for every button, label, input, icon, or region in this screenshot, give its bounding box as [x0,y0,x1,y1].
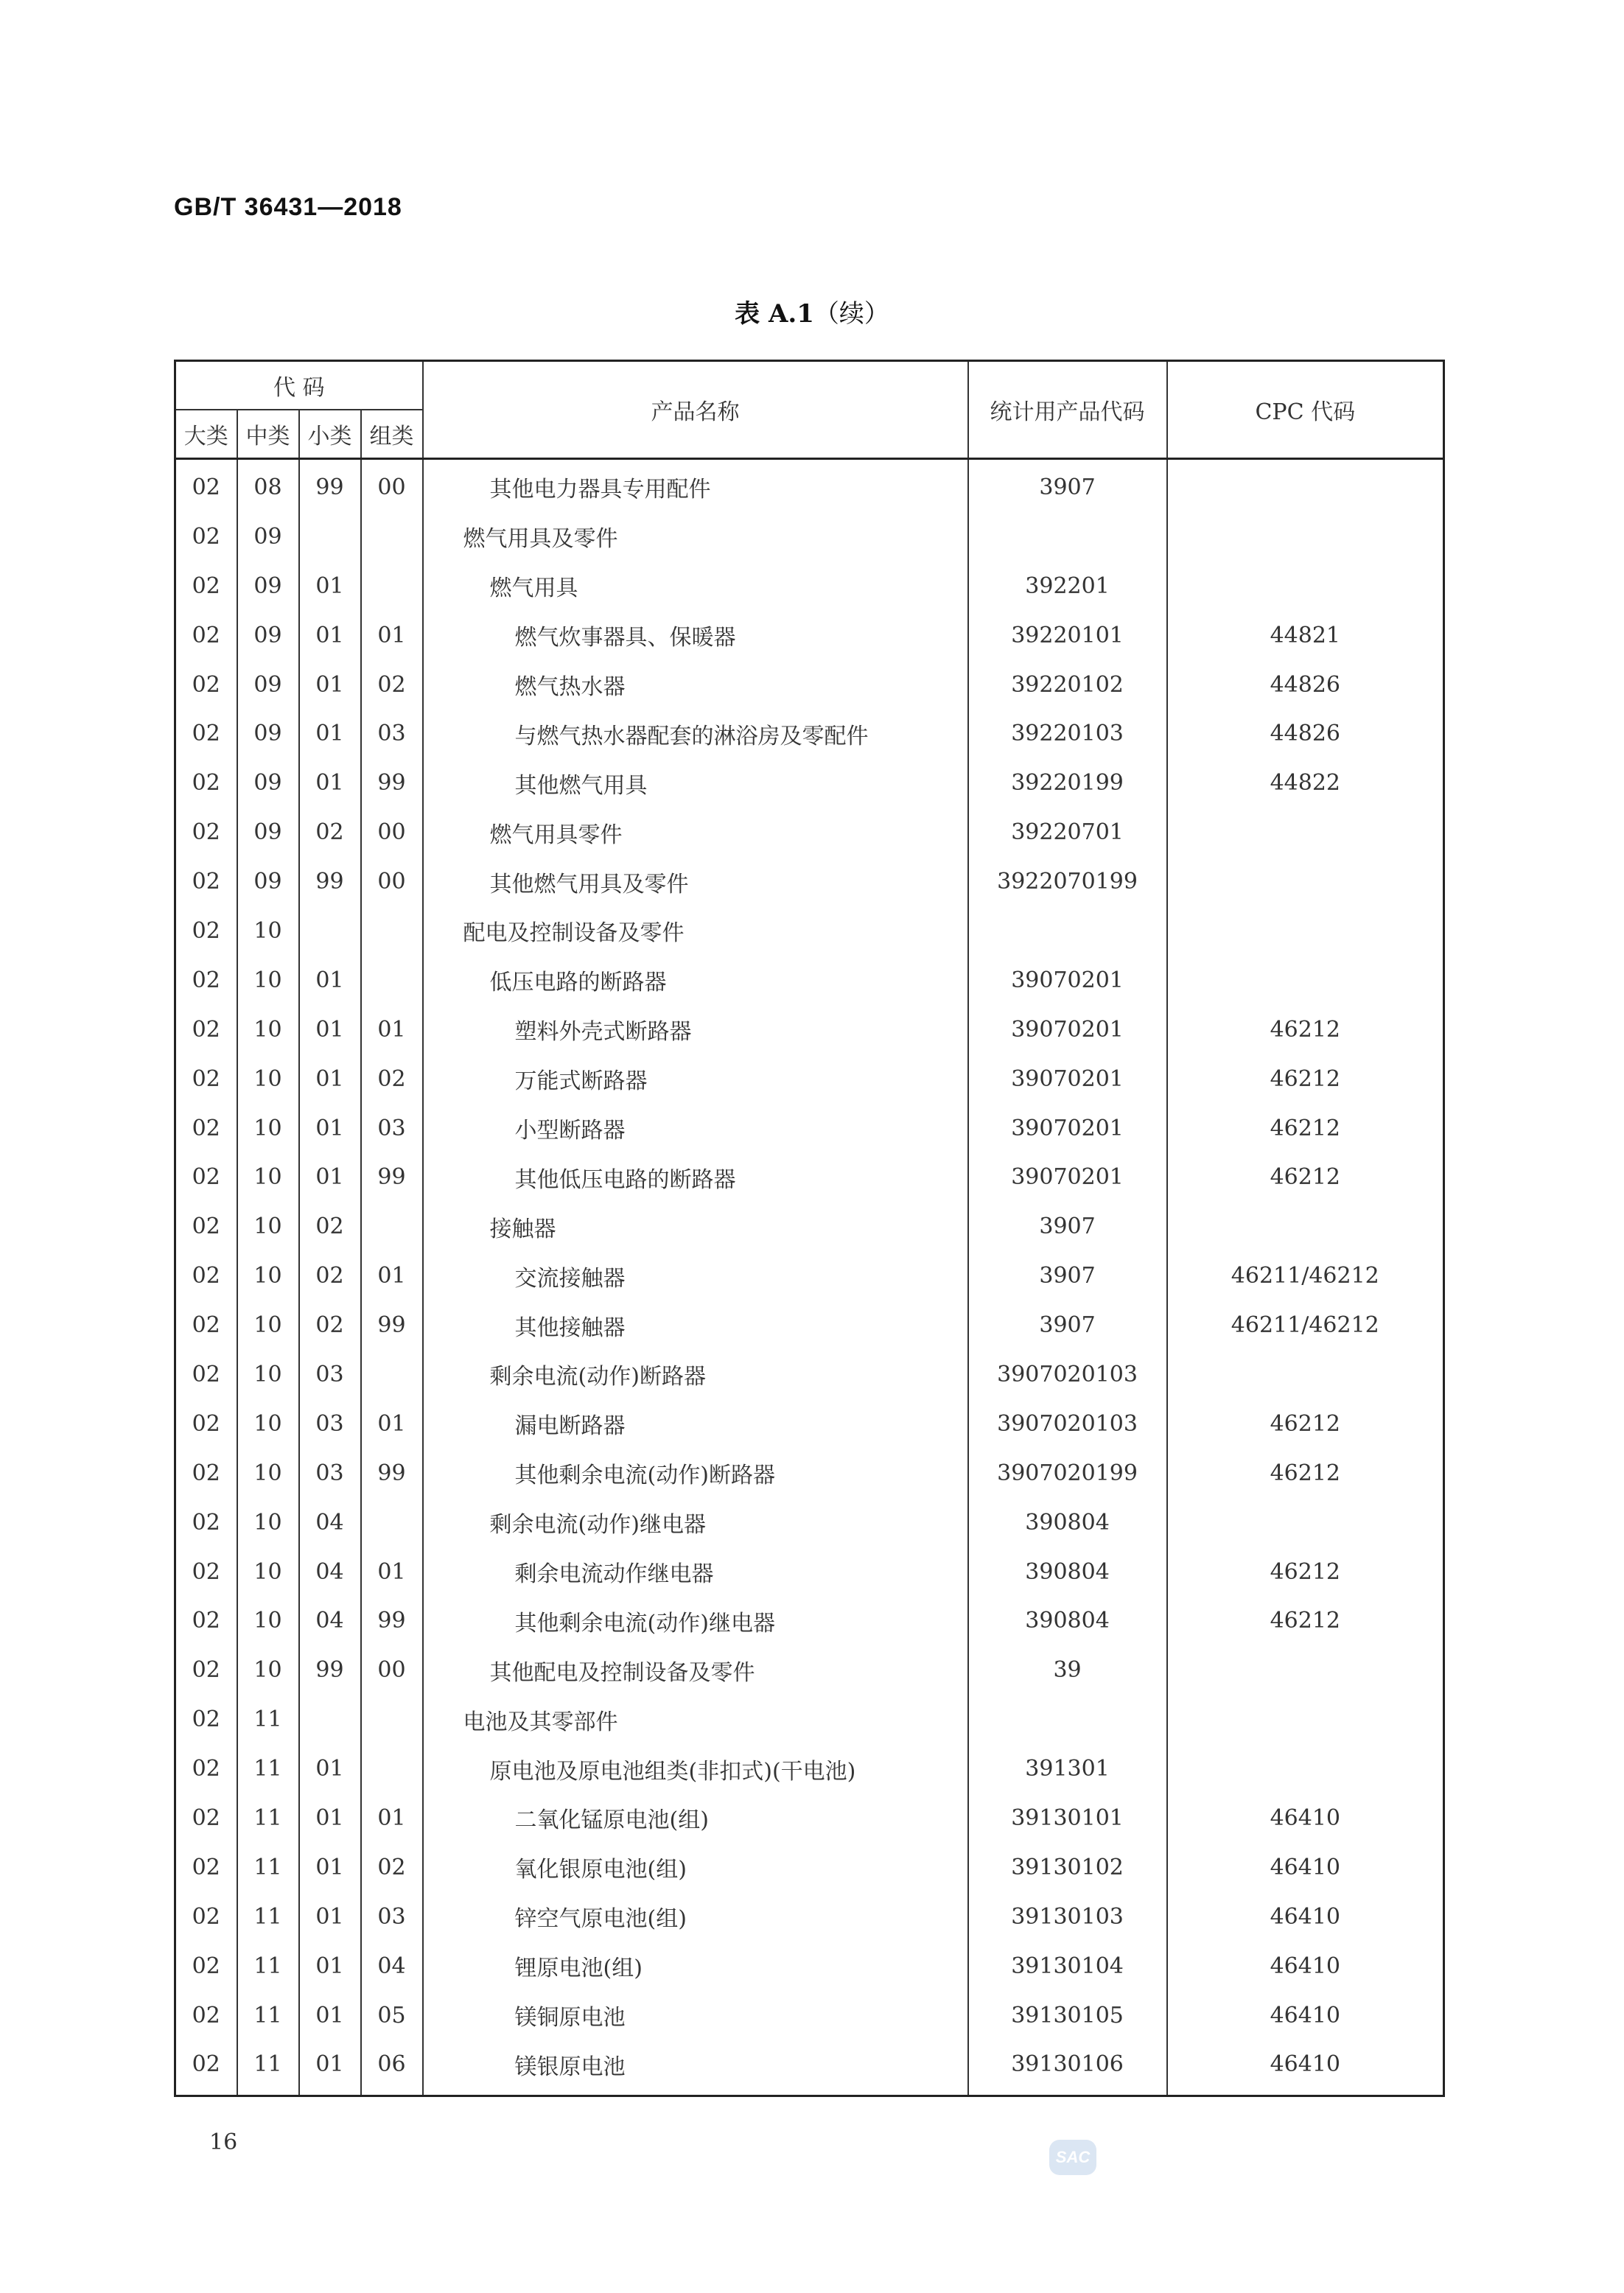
header-middle: 中类 [237,410,299,459]
cell-cpc-code: 46211/46212 [1167,1251,1444,1300]
table-row [175,758,1444,808]
cell-group: 03 [361,709,423,758]
cell-major: 02 [175,1695,237,1744]
cell-major: 02 [175,1399,237,1449]
cell-group [361,512,423,561]
cell-product-name: 其他剩余电流(动作)断路器 [423,1449,968,1498]
cell-minor: 04 [299,1498,361,1547]
cell-cpc-code: 46212 [1167,1054,1444,1104]
cell-cpc-code [1167,906,1444,956]
cell-cpc-code [1167,1744,1444,1793]
cell-stat-code: 3922070199 [968,857,1167,906]
cell-major: 02 [175,1054,237,1104]
cell-product-name: 镁铜原电池 [423,1991,968,2040]
sac-logo: SAC [1049,2140,1096,2175]
table-title-label: 表 A.1 [735,299,814,329]
cell-product-name: 二氧化锰原电池(组) [423,1793,968,1843]
cell-stat-code: 3907 [968,1300,1167,1350]
table-row [175,1547,1444,1597]
cell-cpc-code: 46410 [1167,2040,1444,2096]
cell-major: 02 [175,1596,237,1645]
cell-major: 02 [175,1005,237,1054]
cell-product-name: 小型断路器 [423,1104,968,1153]
cell-product-name: 接触器 [423,1202,968,1251]
cell-cpc-code [1167,857,1444,906]
cell-cpc-code [1167,459,1444,512]
table-row [175,1596,1444,1645]
cell-minor [299,512,361,561]
cell-cpc-code [1167,808,1444,857]
cell-stat-code: 390804 [968,1596,1167,1645]
cell-group: 00 [361,808,423,857]
cell-cpc-code: 44826 [1167,709,1444,758]
cell-middle: 10 [237,1596,299,1645]
cell-product-name: 其他剩余电流(动作)继电器 [423,1596,968,1645]
cell-minor: 01 [299,1152,361,1202]
cell-middle: 10 [237,1449,299,1498]
cell-product-name: 配电及控制设备及零件 [423,906,968,956]
cell-group [361,561,423,611]
header-code: 代 码 [175,361,423,410]
cell-cpc-code [1167,1350,1444,1399]
cell-cpc-code: 46410 [1167,1991,1444,2040]
cell-minor: 04 [299,1547,361,1597]
cell-product-name: 锂原电池(组) [423,1942,968,1991]
cell-middle: 10 [237,1005,299,1054]
cell-group: 03 [361,1892,423,1942]
cell-stat-code: 39220103 [968,709,1167,758]
cell-major: 02 [175,561,237,611]
classification-table [174,360,1445,2097]
cell-product-name: 剩余电流动作继电器 [423,1547,968,1597]
cell-stat-code: 39130105 [968,1991,1167,2040]
cell-stat-code: 39130106 [968,2040,1167,2096]
table-row [175,660,1444,710]
cell-middle: 10 [237,1104,299,1153]
cell-minor: 03 [299,1449,361,1498]
cell-stat-code: 392201 [968,561,1167,611]
cell-minor: 01 [299,561,361,611]
cell-cpc-code [1167,1695,1444,1744]
cell-minor: 02 [299,1300,361,1350]
cell-major: 02 [175,1449,237,1498]
cell-minor [299,906,361,956]
cell-product-name: 万能式断路器 [423,1054,968,1104]
cell-group: 00 [361,1645,423,1695]
cell-group: 01 [361,1547,423,1597]
cell-minor: 04 [299,1596,361,1645]
cell-group: 02 [361,1054,423,1104]
cell-major: 02 [175,1202,237,1251]
cell-product-name: 燃气热水器 [423,660,968,710]
table-row [175,611,1444,660]
table-row [175,857,1444,906]
header-major: 大类 [175,410,237,459]
cell-stat-code: 3907 [968,459,1167,512]
cell-minor: 01 [299,2040,361,2096]
table-row [175,1498,1444,1547]
cell-major: 02 [175,709,237,758]
cell-product-name: 剩余电流(动作)继电器 [423,1498,968,1547]
table-row [175,906,1444,956]
cell-middle: 10 [237,1300,299,1350]
cell-major: 02 [175,1793,237,1843]
header-stat-code: 统计用产品代码 [968,361,1167,459]
cell-stat-code: 39070201 [968,1005,1167,1054]
cell-minor: 01 [299,956,361,1005]
cell-minor: 02 [299,808,361,857]
cell-minor: 01 [299,1892,361,1942]
table-title [0,293,1624,329]
cell-cpc-code [1167,1498,1444,1547]
cell-stat-code: 39130102 [968,1843,1167,1892]
cell-minor: 01 [299,1942,361,1991]
cell-group: 99 [361,1449,423,1498]
cell-group: 01 [361,1399,423,1449]
cell-group [361,1498,423,1547]
cell-group: 00 [361,459,423,512]
cell-middle: 11 [237,1892,299,1942]
cell-stat-code [968,1695,1167,1744]
table-row [175,1104,1444,1153]
cell-major: 02 [175,459,237,512]
cell-major: 02 [175,1251,237,1300]
cell-group [361,906,423,956]
header-product-name: 产品名称 [423,361,968,459]
cell-middle: 08 [237,459,299,512]
table-row [175,1399,1444,1449]
table-row [175,1991,1444,2040]
cell-product-name: 其他燃气用具 [423,758,968,808]
cell-cpc-code: 46212 [1167,1547,1444,1597]
cell-cpc-code: 46212 [1167,1152,1444,1202]
cell-product-name: 镁银原电池 [423,2040,968,2096]
cell-minor: 01 [299,1991,361,2040]
page-number: 16 [209,2129,238,2155]
cell-product-name: 其他电力器具专用配件 [423,459,968,512]
cell-major: 02 [175,808,237,857]
table-row [175,1251,1444,1300]
cell-middle: 10 [237,1645,299,1695]
cell-middle: 11 [237,1843,299,1892]
cell-middle: 10 [237,956,299,1005]
cell-stat-code: 390804 [968,1547,1167,1597]
cell-middle: 11 [237,1793,299,1843]
table-row [175,1350,1444,1399]
cell-middle: 09 [237,808,299,857]
table-row [175,561,1444,611]
cell-stat-code: 39220102 [968,660,1167,710]
cell-major: 02 [175,1991,237,2040]
cell-middle: 11 [237,2040,299,2096]
cell-minor: 01 [299,1054,361,1104]
cell-minor: 99 [299,1645,361,1695]
cell-cpc-code [1167,1202,1444,1251]
cell-cpc-code: 46212 [1167,1005,1444,1054]
cell-middle: 09 [237,512,299,561]
cell-cpc-code: 46212 [1167,1104,1444,1153]
table-row [175,1005,1444,1054]
cell-stat-code: 39 [968,1645,1167,1695]
cell-product-name: 其他接触器 [423,1300,968,1350]
cell-stat-code: 39070201 [968,956,1167,1005]
cell-cpc-code [1167,512,1444,561]
header-group: 组类 [361,410,423,459]
cell-minor: 99 [299,459,361,512]
cell-stat-code: 39130103 [968,1892,1167,1942]
cell-minor: 03 [299,1399,361,1449]
table-row [175,1793,1444,1843]
cell-group: 99 [361,1596,423,1645]
cell-middle: 11 [237,1695,299,1744]
header-cpc-code: CPC 代码 [1167,361,1444,459]
table-title-continued: （续） [813,299,889,329]
cell-minor: 01 [299,758,361,808]
cell-major: 02 [175,611,237,660]
cell-middle: 09 [237,709,299,758]
cell-minor: 02 [299,1202,361,1251]
table-row [175,1892,1444,1942]
cell-product-name: 燃气用具零件 [423,808,968,857]
cell-major: 02 [175,1350,237,1399]
cell-stat-code: 390804 [968,1498,1167,1547]
cell-stat-code [968,512,1167,561]
cell-middle: 09 [237,611,299,660]
cell-middle: 11 [237,1991,299,2040]
cell-cpc-code: 46212 [1167,1596,1444,1645]
cell-major: 02 [175,1547,237,1597]
cell-middle: 09 [237,758,299,808]
cell-minor: 03 [299,1350,361,1399]
cell-middle: 11 [237,1744,299,1793]
cell-major: 02 [175,1892,237,1942]
cell-product-name: 其他低压电路的断路器 [423,1152,968,1202]
table-row [175,956,1444,1005]
cell-major: 02 [175,1152,237,1202]
cell-minor: 99 [299,857,361,906]
cell-product-name: 低压电路的断路器 [423,956,968,1005]
cell-major: 02 [175,1942,237,1991]
cell-group: 01 [361,1005,423,1054]
cell-middle: 10 [237,1054,299,1104]
table-row [175,709,1444,758]
cell-stat-code: 39070201 [968,1152,1167,1202]
cell-cpc-code [1167,561,1444,611]
cell-major: 02 [175,857,237,906]
cell-cpc-code: 46410 [1167,1843,1444,1892]
cell-cpc-code [1167,1645,1444,1695]
table-row [175,1843,1444,1892]
cell-stat-code: 3907020103 [968,1350,1167,1399]
cell-middle: 11 [237,1942,299,1991]
table-row [175,1942,1444,1991]
table-row [175,1449,1444,1498]
cell-major: 02 [175,1843,237,1892]
cell-stat-code: 3907020103 [968,1399,1167,1449]
header-minor: 小类 [299,410,361,459]
cell-group [361,1744,423,1793]
cell-group: 02 [361,660,423,710]
cell-middle: 09 [237,561,299,611]
cell-cpc-code: 46211/46212 [1167,1300,1444,1350]
cell-cpc-code [1167,956,1444,1005]
cell-stat-code: 39220199 [968,758,1167,808]
table-row [175,1300,1444,1350]
cell-middle: 10 [237,906,299,956]
cell-major: 02 [175,956,237,1005]
cell-product-name: 燃气用具 [423,561,968,611]
cell-group: 99 [361,1300,423,1350]
cell-minor: 02 [299,1251,361,1300]
cell-stat-code: 39130101 [968,1793,1167,1843]
cell-group: 04 [361,1942,423,1991]
table-row [175,1744,1444,1793]
table-body [175,459,1444,2096]
cell-minor: 01 [299,1104,361,1153]
cell-cpc-code: 44826 [1167,660,1444,710]
cell-cpc-code: 46410 [1167,1793,1444,1843]
cell-group: 01 [361,1251,423,1300]
cell-product-name: 燃气炊事器具、保暖器 [423,611,968,660]
cell-product-name: 交流接触器 [423,1251,968,1300]
cell-product-name: 其他配电及控制设备及零件 [423,1645,968,1695]
cell-product-name: 原电池及原电池组类(非扣式)(干电池) [423,1744,968,1793]
cell-product-name: 塑料外壳式断路器 [423,1005,968,1054]
cell-product-name: 剩余电流(动作)断路器 [423,1350,968,1399]
table-row [175,808,1444,857]
cell-major: 02 [175,1300,237,1350]
cell-cpc-code: 46410 [1167,1892,1444,1942]
cell-product-name: 漏电断路器 [423,1399,968,1449]
cell-middle: 09 [237,660,299,710]
cell-cpc-code: 46212 [1167,1399,1444,1449]
cell-major: 02 [175,1498,237,1547]
cell-stat-code: 39070201 [968,1104,1167,1153]
cell-group: 03 [361,1104,423,1153]
cell-cpc-code: 44821 [1167,611,1444,660]
cell-major: 02 [175,1104,237,1153]
cell-group: 05 [361,1991,423,2040]
cell-minor: 01 [299,1793,361,1843]
cell-middle: 10 [237,1498,299,1547]
cell-group: 02 [361,1843,423,1892]
cell-group [361,1202,423,1251]
cell-group: 00 [361,857,423,906]
cell-major: 02 [175,512,237,561]
cell-product-name: 燃气用具及零件 [423,512,968,561]
cell-stat-code: 3907 [968,1202,1167,1251]
cell-stat-code: 39070201 [968,1054,1167,1104]
cell-product-name: 其他燃气用具及零件 [423,857,968,906]
cell-middle: 10 [237,1399,299,1449]
cell-group: 99 [361,1152,423,1202]
cell-stat-code: 39130104 [968,1942,1167,1991]
cell-cpc-code: 44822 [1167,758,1444,808]
cell-group: 99 [361,758,423,808]
table-row [175,2040,1444,2096]
cell-stat-code: 391301 [968,1744,1167,1793]
cell-minor: 01 [299,1744,361,1793]
cell-product-name: 电池及其零部件 [423,1695,968,1744]
cell-middle: 10 [237,1202,299,1251]
standard-code: GB/T 36431—2018 [174,193,402,221]
cell-group: 06 [361,2040,423,2096]
cell-middle: 10 [237,1350,299,1399]
cell-cpc-code: 46212 [1167,1449,1444,1498]
cell-middle: 10 [237,1152,299,1202]
cell-minor: 01 [299,660,361,710]
table-row [175,459,1444,512]
cell-middle: 10 [237,1547,299,1597]
table-row [175,1202,1444,1251]
table-row [175,1695,1444,1744]
cell-group: 01 [361,1793,423,1843]
cell-group [361,1350,423,1399]
table-row [175,1152,1444,1202]
cell-major: 02 [175,758,237,808]
cell-stat-code: 39220101 [968,611,1167,660]
cell-group: 01 [361,611,423,660]
cell-minor: 01 [299,611,361,660]
cell-stat-code: 3907020199 [968,1449,1167,1498]
cell-middle: 10 [237,1251,299,1300]
cell-minor: 01 [299,1005,361,1054]
cell-stat-code [968,906,1167,956]
cell-minor: 01 [299,709,361,758]
cell-major: 02 [175,906,237,956]
cell-product-name: 与燃气热水器配套的淋浴房及零配件 [423,709,968,758]
cell-major: 02 [175,1744,237,1793]
cell-major: 02 [175,1645,237,1695]
table-row [175,1054,1444,1104]
cell-cpc-code: 46410 [1167,1942,1444,1991]
cell-major: 02 [175,660,237,710]
cell-minor: 01 [299,1843,361,1892]
cell-product-name: 氧化银原电池(组) [423,1843,968,1892]
cell-product-name: 锌空气原电池(组) [423,1892,968,1942]
table-row [175,1645,1444,1695]
cell-stat-code: 3907 [968,1251,1167,1300]
cell-group [361,1695,423,1744]
cell-stat-code: 39220701 [968,808,1167,857]
cell-group [361,956,423,1005]
cell-minor [299,1695,361,1744]
cell-major: 02 [175,2040,237,2096]
table-row [175,512,1444,561]
cell-middle: 09 [237,857,299,906]
